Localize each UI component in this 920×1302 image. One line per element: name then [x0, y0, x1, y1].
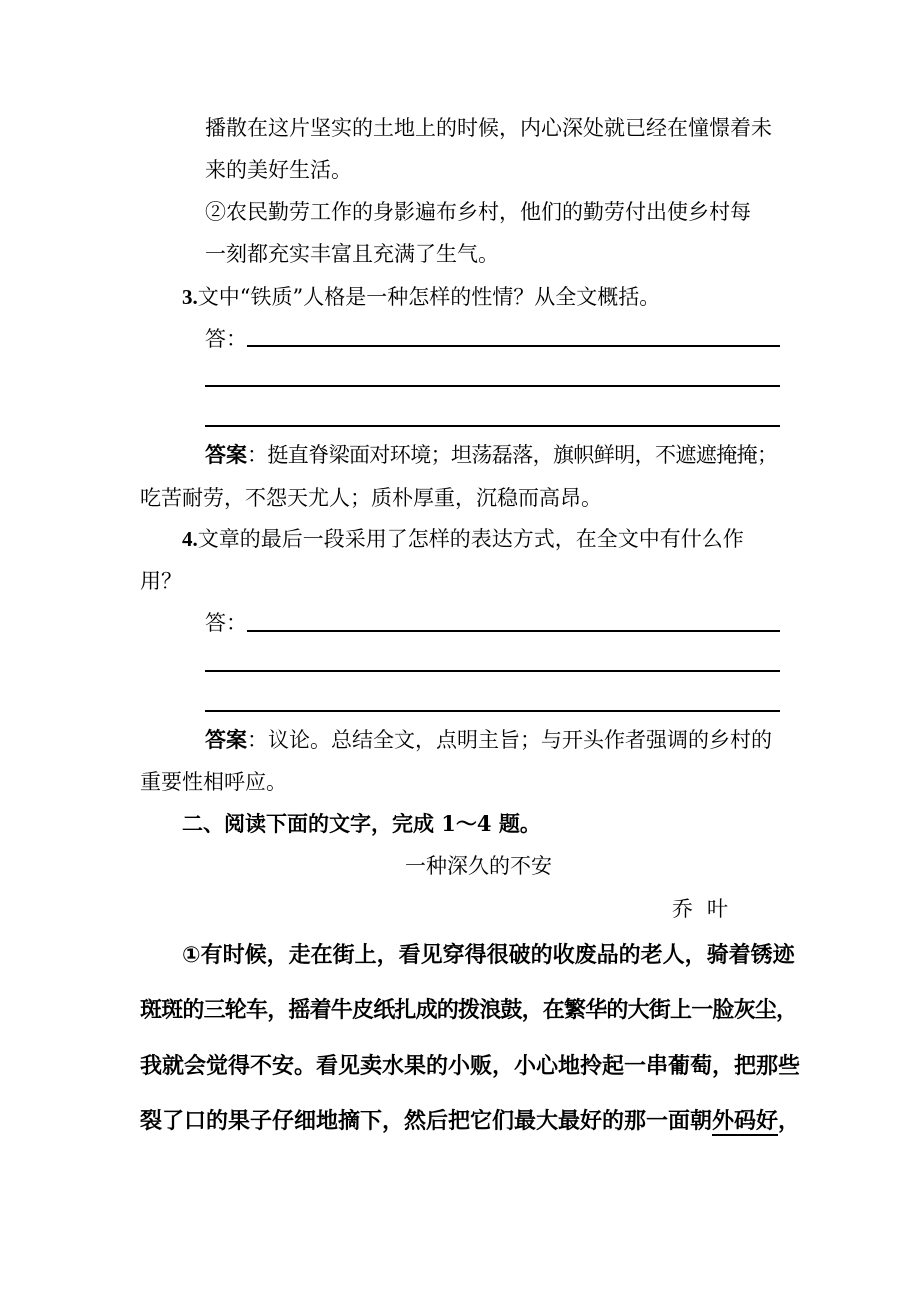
answer-prompt: 答：	[205, 611, 247, 635]
answer-4	[205, 726, 772, 754]
article-title: 一种深久的不安	[405, 854, 552, 878]
question-text: 文章的最后一段采用了怎样的表达方式，在全文中有什么作	[197, 527, 744, 551]
answer-4-cont: 重要性相呼应。	[140, 770, 287, 794]
answer-text: ：挺直脊梁面对环境；坦荡磊落，旗帜鲜明，不遮遮掩掩；	[247, 443, 778, 467]
answer-text: ：议论。总结全文，点明主旨；与开头作者强调的乡村的	[247, 728, 772, 752]
question-text: 文中“铁质”人格是一种怎样的性情？从全文概括。	[197, 285, 661, 309]
passage2-text: 裂了口的果子仔细地摘下，然后把它们最大最好的那一面朝	[140, 1109, 713, 1134]
answer-line[interactable]	[205, 385, 780, 387]
question-3	[182, 283, 660, 311]
answer-label: 答案	[205, 442, 247, 467]
question-number: 4.	[182, 527, 198, 551]
answer-line[interactable]	[247, 630, 780, 632]
question-4-cont: 用？	[140, 569, 182, 593]
answer-3	[205, 441, 777, 469]
passage2-line	[140, 1107, 800, 1137]
passage1-line: ②农民勤劳工作的身影遍布乡村，他们的勤劳付出使乡村每	[205, 200, 751, 224]
answer-line[interactable]	[247, 345, 780, 347]
passage1-line: 播散在这片坚实的土地上的时候，内心深处就已经在憧憬着未	[205, 116, 772, 140]
answer-3-cont: 吃苦耐劳，不怨天尤人；质朴厚重，沉稳而高昂。	[140, 486, 602, 510]
passage2-line: 我就会觉得不安。看见卖水果的小贩，小心地拎起一串葡萄，把那些	[140, 1054, 801, 1079]
passage1-line: 来的美好生活。	[205, 158, 352, 182]
passage2-line: 斑斑的三轮车，摇着牛皮纸扎成的拨浪鼓，在繁华的大街上一脸灰尘，	[140, 998, 798, 1023]
answer-line[interactable]	[205, 710, 780, 712]
underlined-phrase: 外码好	[712, 1109, 779, 1134]
answer-label: 答案	[205, 727, 247, 752]
passage2-line: ①有时候，走在街上，看见穿得很破的收废品的老人，骑着锈迹	[182, 943, 795, 968]
question-number: 3.	[182, 285, 198, 309]
answer-line[interactable]	[205, 670, 780, 672]
article-author: 乔叶	[672, 897, 742, 921]
section-heading: 二、阅读下面的文字，完成 1～4 题。	[182, 811, 541, 836]
answer-line[interactable]	[205, 425, 780, 427]
answer-prompt: 答：	[205, 327, 247, 351]
passage2-text: ，	[778, 1109, 801, 1134]
passage1-line: 一刻都充实丰富且充满了生气。	[205, 242, 499, 266]
question-4	[182, 525, 744, 553]
